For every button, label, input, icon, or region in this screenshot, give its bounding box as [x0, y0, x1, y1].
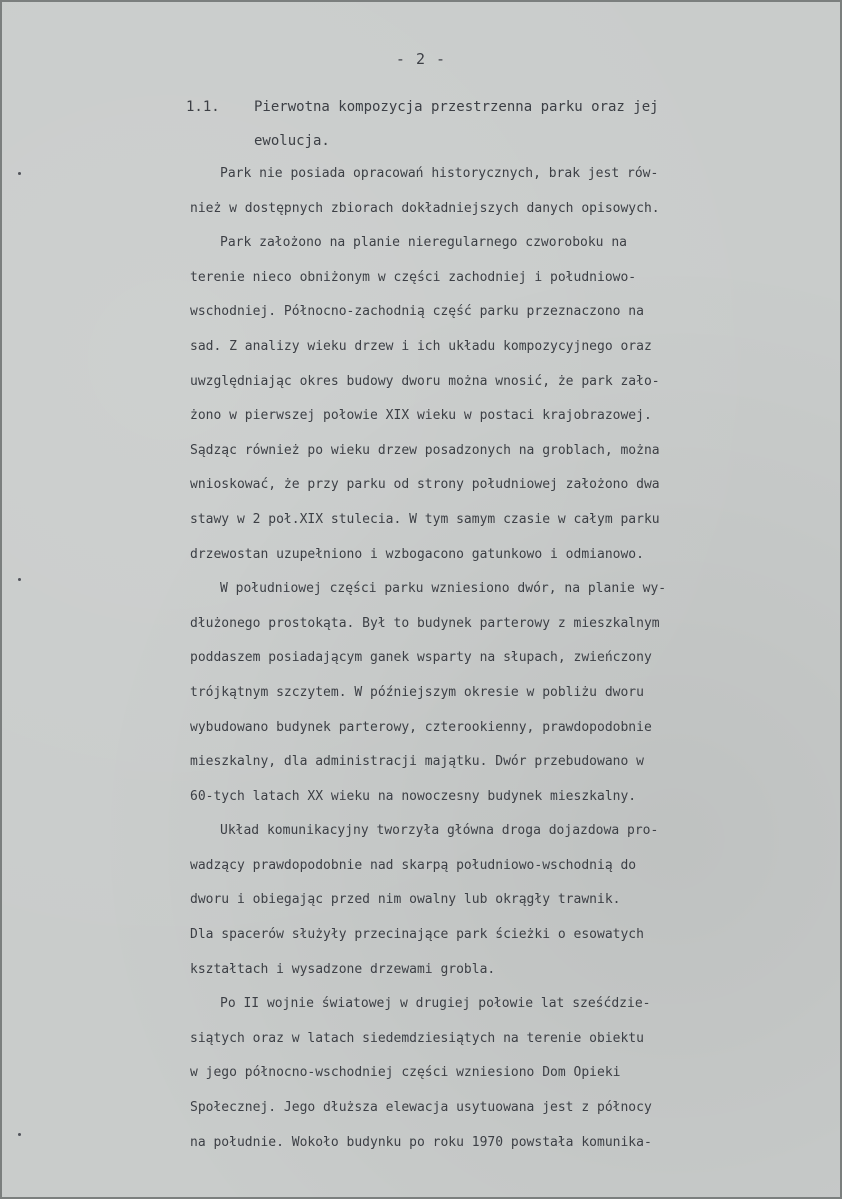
text-line: Społecznej. Jego dłuższa elewacja usytuowana jest z północy [190, 1100, 652, 1116]
text-line: wadzący prawdopodobnie nad skarpą południowo-wschodnią do [190, 857, 637, 873]
text-line: siątych oraz w latach siedemdziesiątych na terenie obiektu [190, 1030, 644, 1046]
text-line: terenie nieco obniżonym w części zachodniej i południowo- [190, 269, 637, 285]
text-line: nież w dostępnych zbiorach dokładniejszych danych opisowych. [190, 200, 660, 216]
text-line: na południe. Wokoło budynku po roku 1970 powstała komunika- [190, 1134, 652, 1150]
margin-mark [18, 1133, 21, 1136]
text-line: W południowej części parku wzniesiono dwór, na planie wy- [220, 581, 667, 597]
margin-mark [18, 172, 21, 175]
text-line: w jego północno-wschodniej części wzniesiono Dom Opieki [190, 1065, 621, 1081]
text-line: dworu i obiegając przed nim owalny lub okrągły trawnik. [190, 892, 621, 908]
text-line: wnioskować, że przy parku od strony południowej założono dwa [190, 477, 660, 493]
body-text [190, 157, 830, 1160]
page-number: - 2 - [395, 50, 447, 68]
text-line: mieszkalny, dla administracji majątku. Dwór przebudowano w [190, 754, 644, 770]
margin-mark [18, 578, 21, 581]
text-line: 60-tych latach XX wieku na nowoczesny budynek mieszkalny. [190, 788, 637, 804]
text-line: uwzględniając okres budowy dworu można wnosić, że park zało- [190, 373, 660, 389]
section-title-line-2: ewolucja. [254, 133, 330, 149]
text-line: stawy w 2 poł.XIX stulecia. W tym samym czasie w całym parku [190, 511, 660, 527]
text-line: Park założono na planie nieregularnego czworoboku na [220, 235, 627, 251]
text-line: Sądząc również po wieku drzew posadzonych na groblach, można [190, 442, 660, 458]
text-line: wschodniej. Północno-zachodnią część parku przeznaczono na [190, 304, 644, 320]
text-line: dłużonego prostokąta. Był to budynek parterowy z mieszkalnym [190, 615, 660, 631]
text-line: żono w pierwszej połowie XIX wieku w postaci krajobrazowej. [190, 408, 652, 424]
text-line: trójkątnym szczytem. W późniejszym okresie w pobliżu dworu [190, 684, 644, 700]
text-line: Park nie posiada opracowań historycznych, brak jest rów- [220, 166, 659, 181]
text-line: Po II wojnie światowej w drugiej połowie lat sześćdzie- [220, 996, 651, 1012]
text-line: sad. Z analizy wieku drzew i ich układu kompozycyjnego oraz [190, 338, 652, 354]
text-line: poddaszem posiadającym ganek wsparty na słupach, zwieńczony [190, 650, 652, 666]
text-line: drzewostan uzupełniono i wzbogacono gatunkowo i odmianowo. [190, 546, 644, 562]
text-line: Układ komunikacyjny tworzyła główna droga dojazdowa pro- [220, 823, 659, 839]
text-line: Dla spacerów służyły przecinające park ścieżki o esowatych [190, 927, 644, 943]
section-number: 1.1. [186, 99, 220, 115]
text-line: wybudowano budynek parterowy, czterookienny, prawdopodobnie [190, 719, 652, 735]
section-heading [186, 90, 659, 158]
section-title-line-1: Pierwotna kompozycja przestrzenna parku oraz jej [254, 99, 659, 115]
text-line: kształtach i wysadzone drzewami grobla. [190, 961, 496, 977]
